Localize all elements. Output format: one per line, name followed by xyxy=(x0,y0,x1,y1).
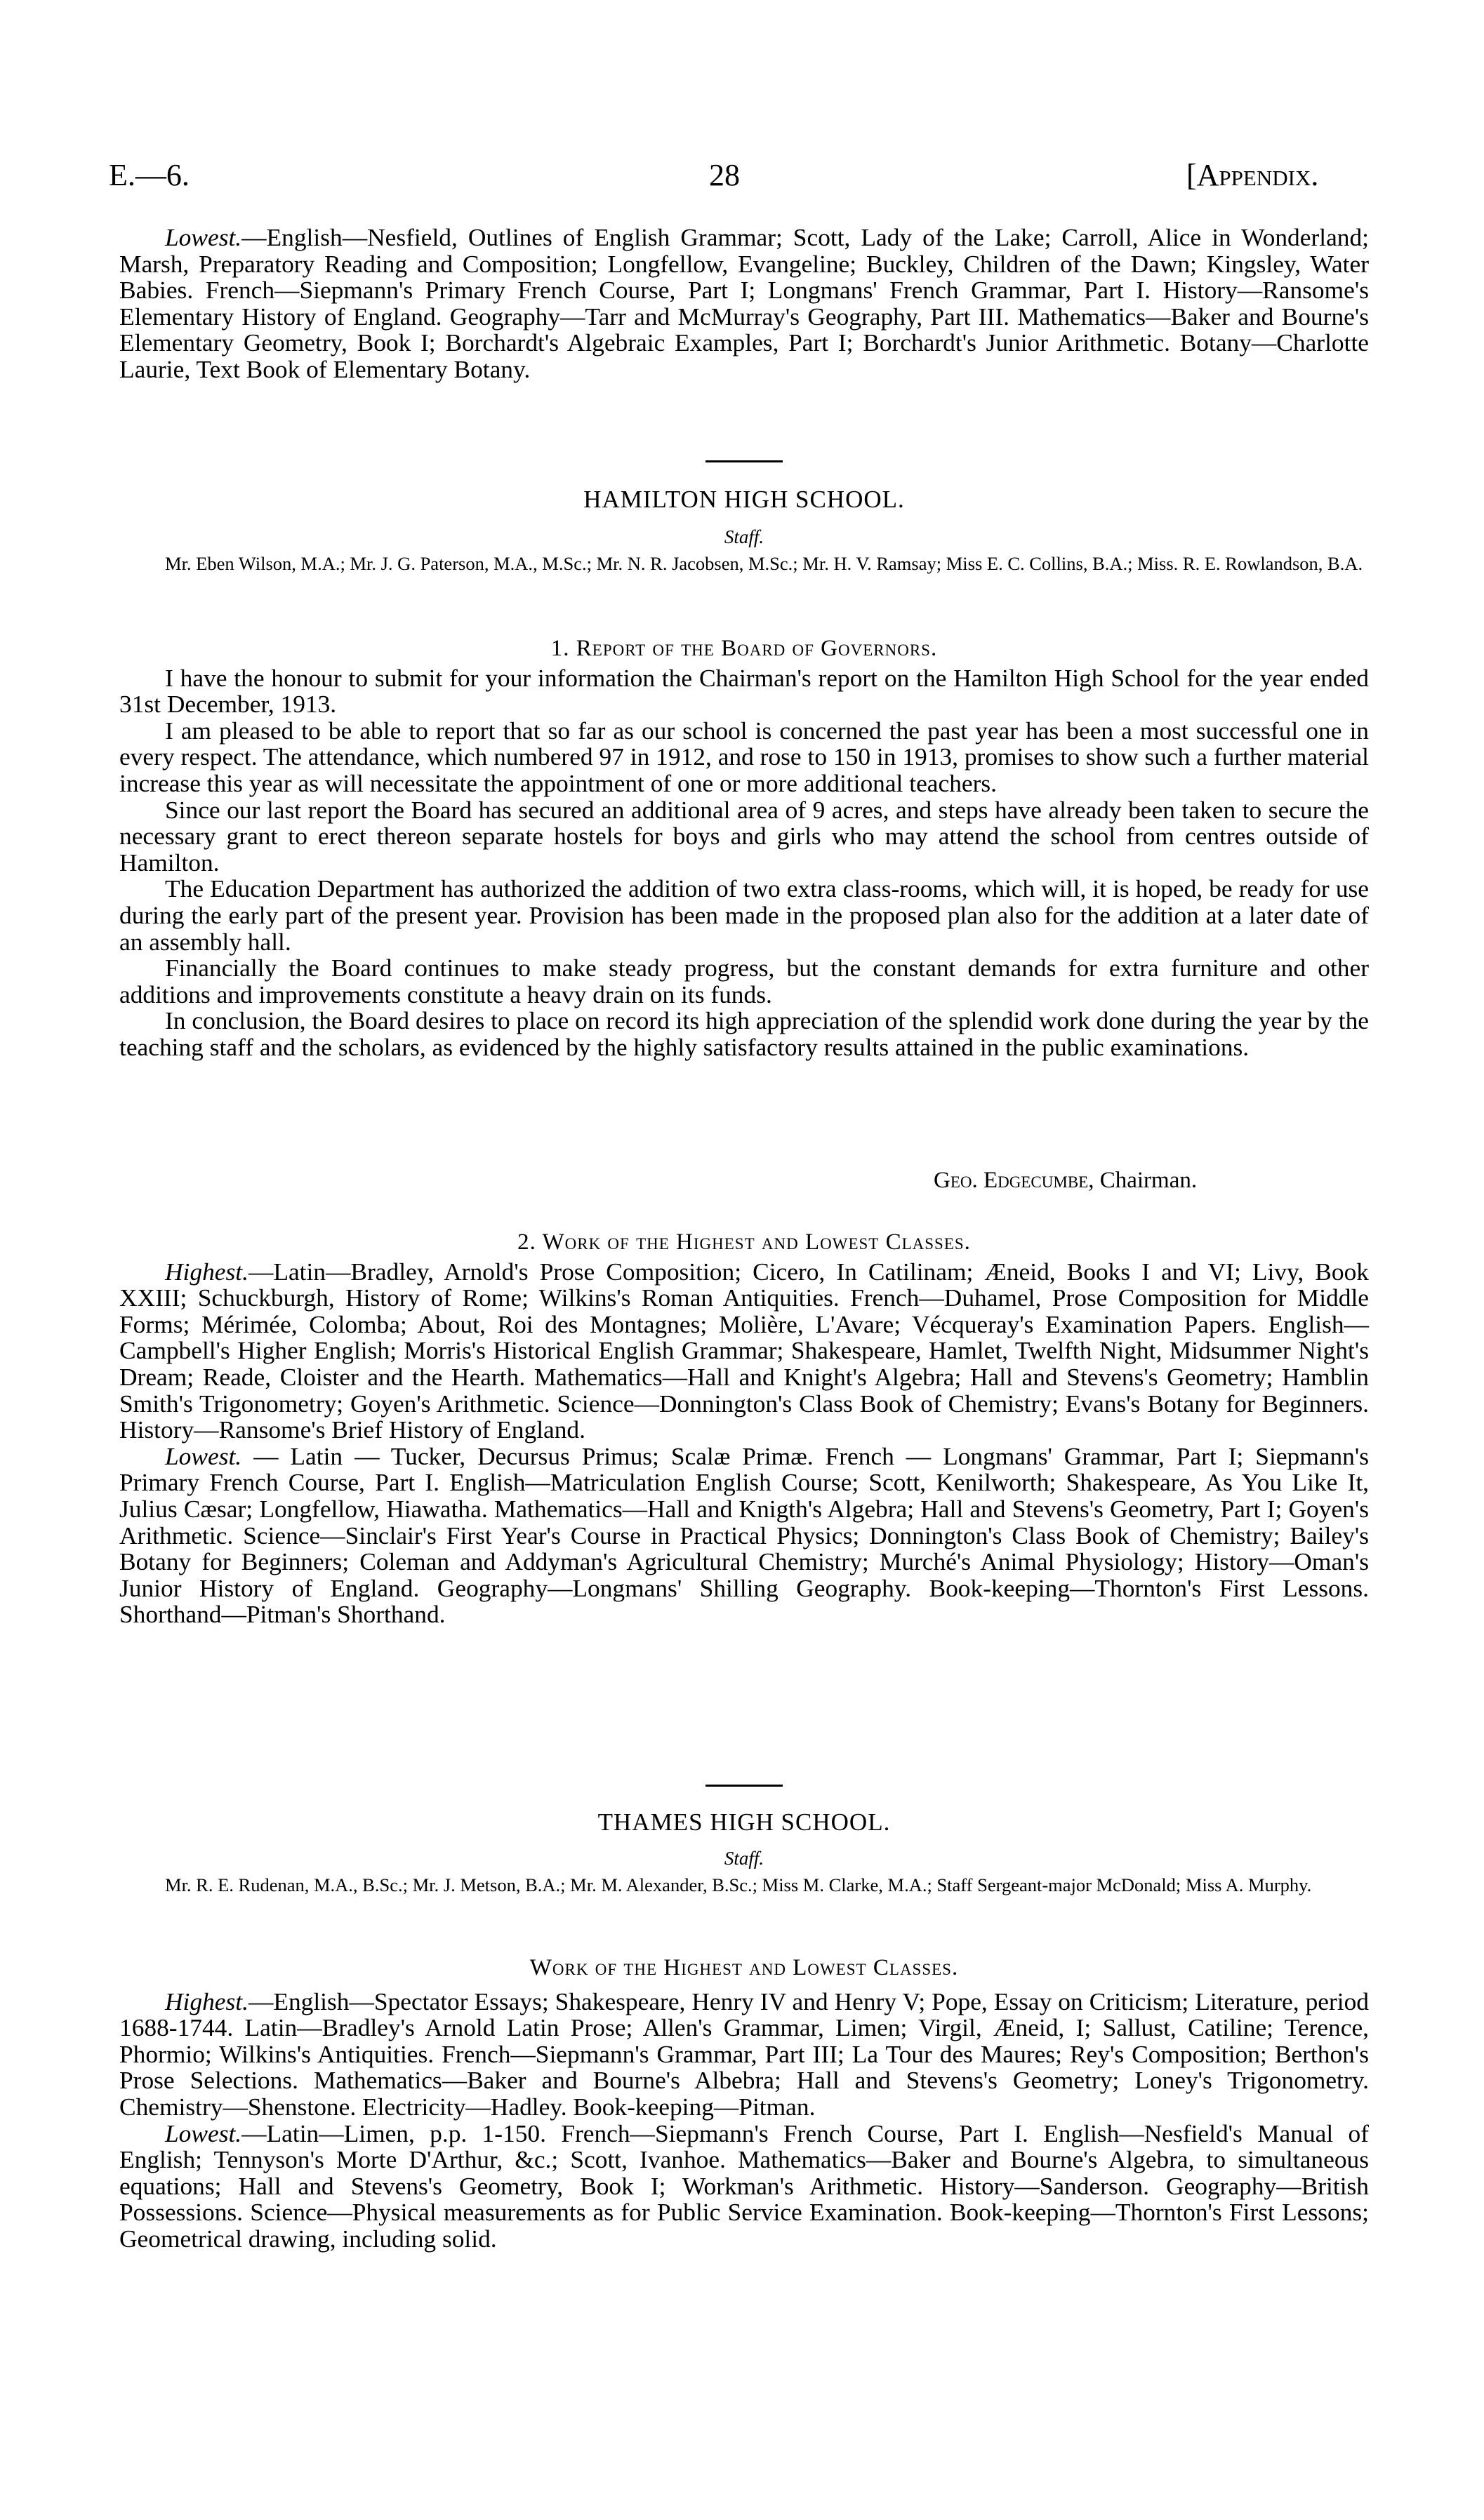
work-heading: 2. Work of the Highest and Lowest Classes. xyxy=(517,1229,971,1255)
staff-list: Mr. Eben Wilson, M.A.; Mr. J. G. Paterson, M.A., M.Sc.; Mr. N. R. Jacobsen, M.Sc.; Mr. H. V. Ramsay; Miss E. C. Collins, B.A.; Miss. R. E. Rowlandson, B.A. xyxy=(165,553,1363,575)
staff-heading: Staff. xyxy=(724,526,764,547)
lowest-text: — Latin — Tucker, Decursus Primus; Scalæ Primæ. French — Longmans' Grammar, Part I; Siepmann's Primary French Course, Part I. English—Matriculation English Course; Scott, Kenilworth; Shakespeare, As You Like It, Julius Cæsar; Longfellow, Hiawatha. Mathematics—Hall and Knigth's Algebra; Hall and Stevens's Geometry, Part I; Goyen's Arithmetic. Science—Sinclair's First Year's Course in Practical Physics; Donnington's Class Book of Chemistry; Bailey's Botany for Beginners; Coleman and Addyman's Agricultural Chemistry; Murché's Animal Physiology; History—Oman's Junior History of England. Geography—Longmans' Shilling Geography. Book-keeping—Thornton's First Lessons. Shorthand—Pitman's Shorthand. xyxy=(119,1441,1369,1629)
highest-paragraph xyxy=(119,1989,1369,2121)
report-paragraph: Financially the Board continues to make steady progress, but the constant demands for extra furniture and other additions and improvements constitute a heavy drain on its funds. xyxy=(119,954,1369,1008)
lowest-text: —English—Nesfield, Outlines of English Grammar; Scott, Lady of the Lake; Carroll, Alice in Wonderland; Marsh, Preparatory Reading and Composition; Longfellow, Evangeline; Buckley, Children of the Dawn; Kingsley, Water Babies. French—Siepmann's Primary French Course, Part I; Longmans' French Grammar, Part I. History—Ransome's Elementary History of England. Geography—Tarr and McMurray's Geography, Part III. Mathematics—Baker and Bourne's Elementary Geometry, Book I; Borchardt's Algebraic Examples, Part I; Borchardt's Junior Arithmetic. Botany—Charlotte Laurie, Text Book of Elementary Botany. xyxy=(119,223,1369,383)
section-divider xyxy=(119,460,1369,462)
hamilton-section xyxy=(119,486,1369,575)
page-header-appendix: [Appendix. xyxy=(1186,158,1319,192)
report-paragraph: In conclusion, the Board desires to place on record its high appreciation of the splendid work done during the year by the teaching staff and the scholars, as evidenced by the highly satisfactory results attained in the public examinations. xyxy=(119,1006,1369,1061)
report-paragraph: The Education Department has authorized the addition of two extra class-rooms, which will, it is hoped, be ready for use during the early part of the present year. Provision has been made in the proposed plan also for the addition at a later date of an assembly hall. xyxy=(119,874,1369,956)
page-header-code: E.—6. xyxy=(109,158,190,192)
signature-name: Geo. Edgecumbe xyxy=(934,1168,1089,1193)
intro-section xyxy=(119,225,1369,383)
highest-text: —English—Spectator Essays; Shakespeare, Henry IV and Henry V; Pope, Essay on Criticism; Literature, period 1688-1744. Latin—Bradley's Arnold Latin Prose; Allen's Grammar, Limen; Virgil, Æneid, I; Sallust, Catiline; Terence, Phormio; Wilkins's Antiquities. French—Siepmann's Grammar, Part III; La Tour des Maures; Rey's Composition; Berthon's Prose Selections. Mathematics—Baker and Bourne's Albebra; Hall and Stevens's Geometry; Loney's Trigonometry. Chemistry—Shenstone. Electricity—Hadley. Book-keeping—Pitman. xyxy=(119,1987,1369,2121)
highest-label: Highest. xyxy=(165,1257,249,1286)
report-paragraph: I have the honour to submit for your information the Chairman's report on the Hamilton High School for the year ended 31st December, 1913. xyxy=(119,663,1369,719)
section-divider xyxy=(119,1785,1369,1787)
thames-work xyxy=(119,1955,1369,2253)
highest-paragraph xyxy=(119,1259,1369,1444)
hamilton-report xyxy=(119,636,1369,1061)
signature-role: , Chairman. xyxy=(1088,1168,1198,1193)
lowest-label: Lowest. xyxy=(165,223,242,251)
work-heading: Work of the Highest and Lowest Classes. xyxy=(529,1955,959,1980)
intro-lowest-paragraph xyxy=(119,225,1369,383)
highest-label: Highest. xyxy=(165,1987,249,2015)
lowest-label: Lowest. xyxy=(165,2119,242,2147)
report-heading: 1. Report of the Board of Governors. xyxy=(550,636,938,661)
chairman-signature xyxy=(934,1168,1197,1194)
staff-list: Mr. R. E. Rudenan, M.A., B.Sc.; Mr. J. Metson, B.A.; Mr. M. Alexander, B.Sc.; Miss M. Clarke, M.A.; Staff Sergeant-major McDonald; Miss A. Murphy. xyxy=(165,1874,1312,1896)
highest-text: —Latin—Bradley, Arnold's Prose Composition; Cicero, In Catilinam; Æneid, Books I and VI; Livy, Book XXIII; Schuckburgh, History of Rome; Wilkins's Roman Antiquities. French—Duhamel, Prose Composition for Middle Forms; Mérimée, Colomba; About, Roi des Montagnes; Molière, L'Avare; Vécqueray's Examination Papers. English—Campbell's Higher English; Morris's Historical English Grammar; Shakespeare, Hamlet, Twelfth Night, Midsummer Night's Dream; Reade, Cloister and the Hearth. Mathematics—Hall and Knight's Algebra; Hall and Stevens's Geometry; Hamblin Smith's Trigonometry; Goyen's Arithmetic. Science—Donnington's Class Book of Chemistry; Evans's Botany for Beginners. History—Ransome's Brief History of England. xyxy=(119,1257,1369,1444)
lowest-paragraph xyxy=(119,1441,1369,1629)
report-paragraph: Since our last report the Board has secured an additional area of 9 acres, and steps have already been taken to secure the necessary grant to erect thereon separate hostels for boys and girls who may attend the school from centres outside of Hamilton. xyxy=(119,795,1369,876)
page-number: 28 xyxy=(709,158,740,192)
report-paragraph: I am pleased to be able to report that so far as our school is concerned the past year has been a most successful one in every respect. The attendance, which numbered 97 in 1912, and rose to 150 in 1913, promises to show such a further material increase this year as will necessitate the appointment of one or more additional teachers. xyxy=(119,716,1369,797)
staff-heading: Staff. xyxy=(724,1847,764,1869)
school-title: THAMES HIGH SCHOOL. xyxy=(597,1808,891,1836)
thames-section xyxy=(119,1809,1369,1896)
lowest-paragraph xyxy=(119,2121,1369,2253)
lowest-text: —Latin—Limen, p.p. 1-150. French—Siepmann's French Course, Part I. English—Nesfield's Manual of English; Tennyson's Morte D'Arthur, &c.; Scott, Ivanhoe. Mathematics—Baker and Bourne's Algebra, to simultaneous equations; Hall and Stevens's Geometry, Book I; Workman's Arithmetic. History—Sanderson. Geography—British Possessions. Science—Physical measurements as for Public Service Examination. Book-keeping—Thornton's First Lessons; Geometrical drawing, including solid. xyxy=(119,2119,1369,2253)
school-title: HAMILTON HIGH SCHOOL. xyxy=(583,486,905,513)
hamilton-work xyxy=(119,1229,1369,1628)
lowest-label: Lowest. xyxy=(165,1441,242,1470)
